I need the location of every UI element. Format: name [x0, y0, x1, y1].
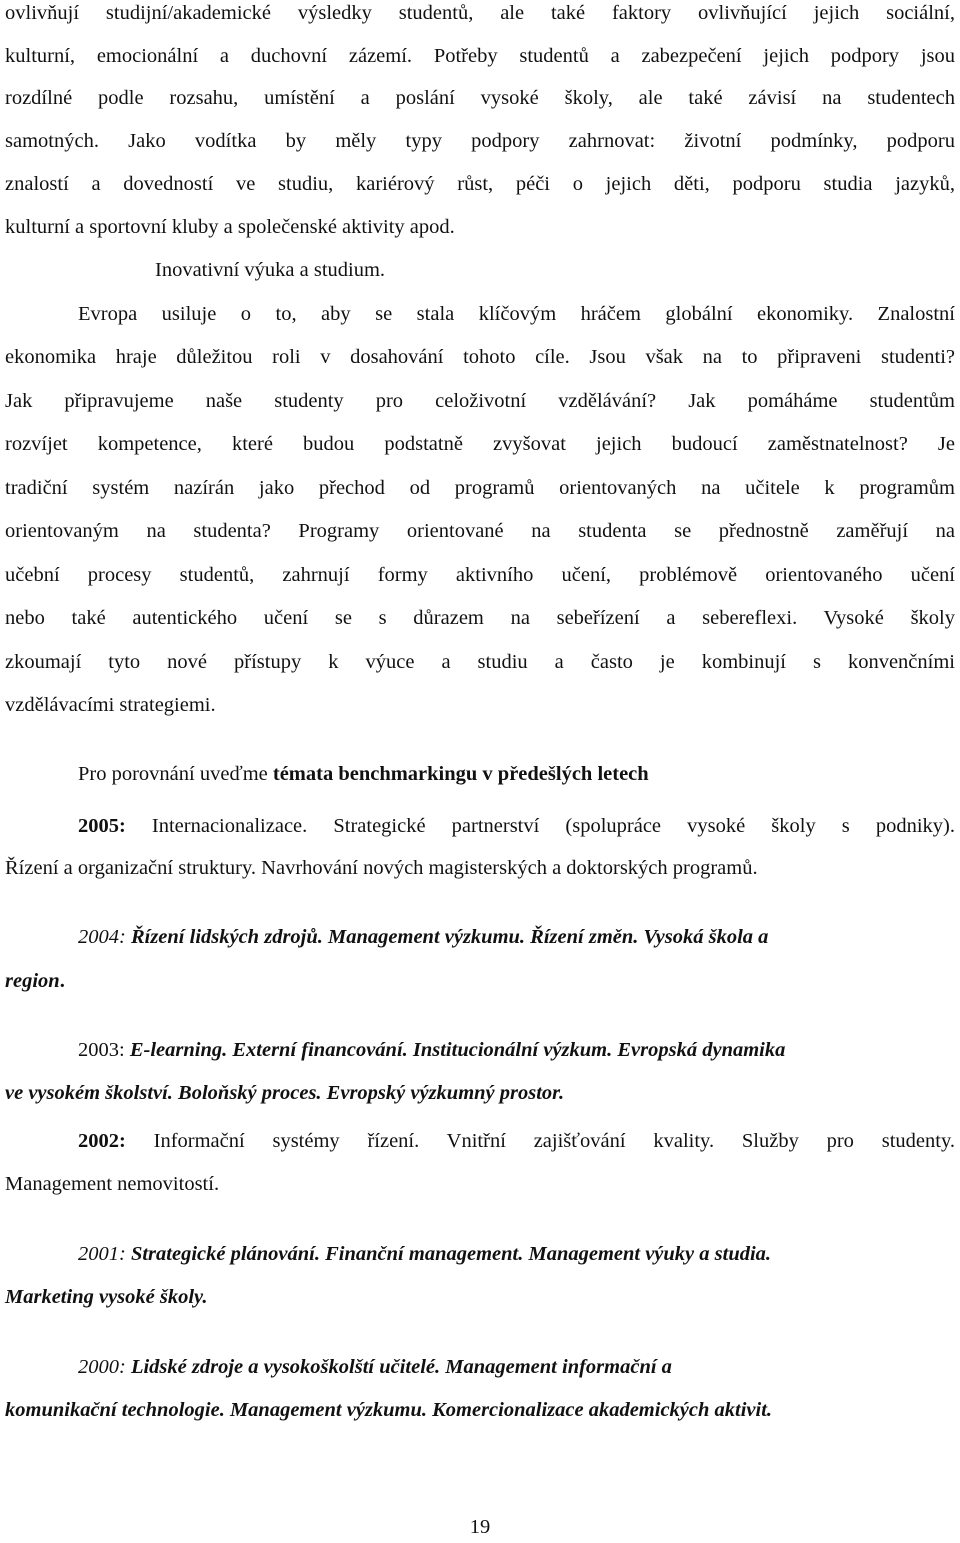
year-label: 2005:	[78, 815, 126, 837]
year-topics: Internacionalizace. Strategické partnerství (spolupráce vysoké školy s podniky).	[125, 815, 955, 837]
paragraph-line: kulturní a sportovní kluby a společenské aktivity apod.	[5, 216, 455, 238]
paragraph-line: znalostí a dovedností ve studiu, kariérový růst, péči o jejich děti, podporu studia jazyků,	[5, 173, 955, 195]
paragraph-line: kulturní, emocionální a duchovní zázemí. Potřeby studentů a zabezpečení jejich podpory jsou	[5, 45, 955, 67]
paragraph-line: tradiční systém nazírán jako přechod od programů orientovaných na učitele k programům	[5, 477, 955, 499]
paragraph-line: zkoumají tyto nové přístupy k výuce a studiu a často je kombinují s konvenčními	[5, 651, 955, 673]
year-entry-2002-continued: Management nemovitostí.	[5, 1173, 220, 1195]
comparison-intro-emphasis: témata benchmarkingu v předešlých letech	[272, 763, 649, 785]
paragraph-line: učební procesy studentů, zahrnují formy aktivního učení, problémově orientovaného učení	[5, 564, 955, 586]
year-topics-end: .	[59, 970, 65, 992]
year-entry-2004-continued	[5, 965, 955, 997]
paragraph-line: Jak připravujeme naše studenty pro celoživotní vzdělávání? Jak pomáháme studentům	[5, 390, 955, 412]
year-entry-2003-continued: ve vysokém školství. Boloňský proces. Evropský výzkumný prostor.	[5, 1082, 565, 1104]
year-label: 2004:	[78, 926, 131, 948]
comparison-intro-text: Pro porovnání uveďme	[78, 763, 273, 785]
year-label: 2001:	[78, 1243, 131, 1265]
year-entry-2004	[78, 921, 955, 953]
year-topics: E-learning. Externí financování. Institucionální výzkum. Evropská dynamika	[129, 1039, 786, 1061]
year-topics: Strategické plánování. Finanční management. Management výuky a studia.	[130, 1243, 772, 1265]
paragraph-line: rozdílné podle rozsahu, umístění a poslání vysoké školy, ale také závisí na studentech	[5, 87, 955, 109]
paragraph-line: nebo také autentického učení se s důrazem na sebeřízení a sebereflexi. Vysoké školy	[5, 607, 955, 629]
year-topics: Řízení lidských zdrojů. Management výzkumu. Řízení změn. Vysoká škola a	[130, 926, 769, 948]
year-entry-2000-continued: komunikační technologie. Management výzkumu. Komercionalizace akademických aktivit.	[5, 1399, 773, 1421]
paragraph-line: ovlivňují studijní/akademické výsledky studentů, ale také faktory ovlivňující jejich sociální,	[5, 2, 955, 24]
year-topics: region	[5, 970, 60, 992]
page-number: 19	[469, 1516, 491, 1538]
section-heading: Inovativní výuka a studium.	[155, 259, 386, 281]
paragraph-line: ekonomika hraje důležitou roli v dosahování tohoto cíle. Jsou však na to připraveni studenti?	[5, 346, 955, 368]
year-entry-2003	[78, 1034, 955, 1066]
year-label: 2000:	[78, 1356, 131, 1378]
year-entry-2005-continued: Řízení a organizační struktury. Navrhování nových magisterských a doktorských programů.	[5, 857, 758, 879]
year-topics: Lidské zdroje a vysokoškolští učitelé. Management informační a	[130, 1356, 672, 1378]
comparison-intro	[78, 758, 955, 790]
paragraph-line: orientovaným na studenta? Programy orientované na studenta se přednostně zaměřují na	[5, 520, 955, 542]
year-entry-2001-continued: Marketing vysoké školy.	[5, 1286, 208, 1308]
year-label: 2002:	[78, 1130, 126, 1152]
paragraph-line: Evropa usiluje o to, aby se stala klíčovým hráčem globální ekonomiky. Znalostní	[78, 303, 955, 325]
paragraph-line: vzdělávacími strategiemi.	[5, 694, 216, 716]
year-entry-2005	[78, 810, 955, 842]
year-entry-2001	[78, 1238, 955, 1270]
year-topics: Informační systémy řízení. Vnitřní zajišťování kvality. Služby pro studenty.	[125, 1130, 955, 1152]
paragraph-line: samotných. Jako vodítka by měly typy podpory zahrnovat: životní podmínky, podporu	[5, 130, 955, 152]
paragraph-line: rozvíjet kompetence, které budou podstatně zvyšovat jejich budoucí zaměstnatelnost? Je	[5, 433, 955, 455]
year-label: 2003:	[78, 1039, 130, 1061]
year-entry-2000	[78, 1351, 955, 1383]
year-entry-2002	[78, 1125, 955, 1157]
